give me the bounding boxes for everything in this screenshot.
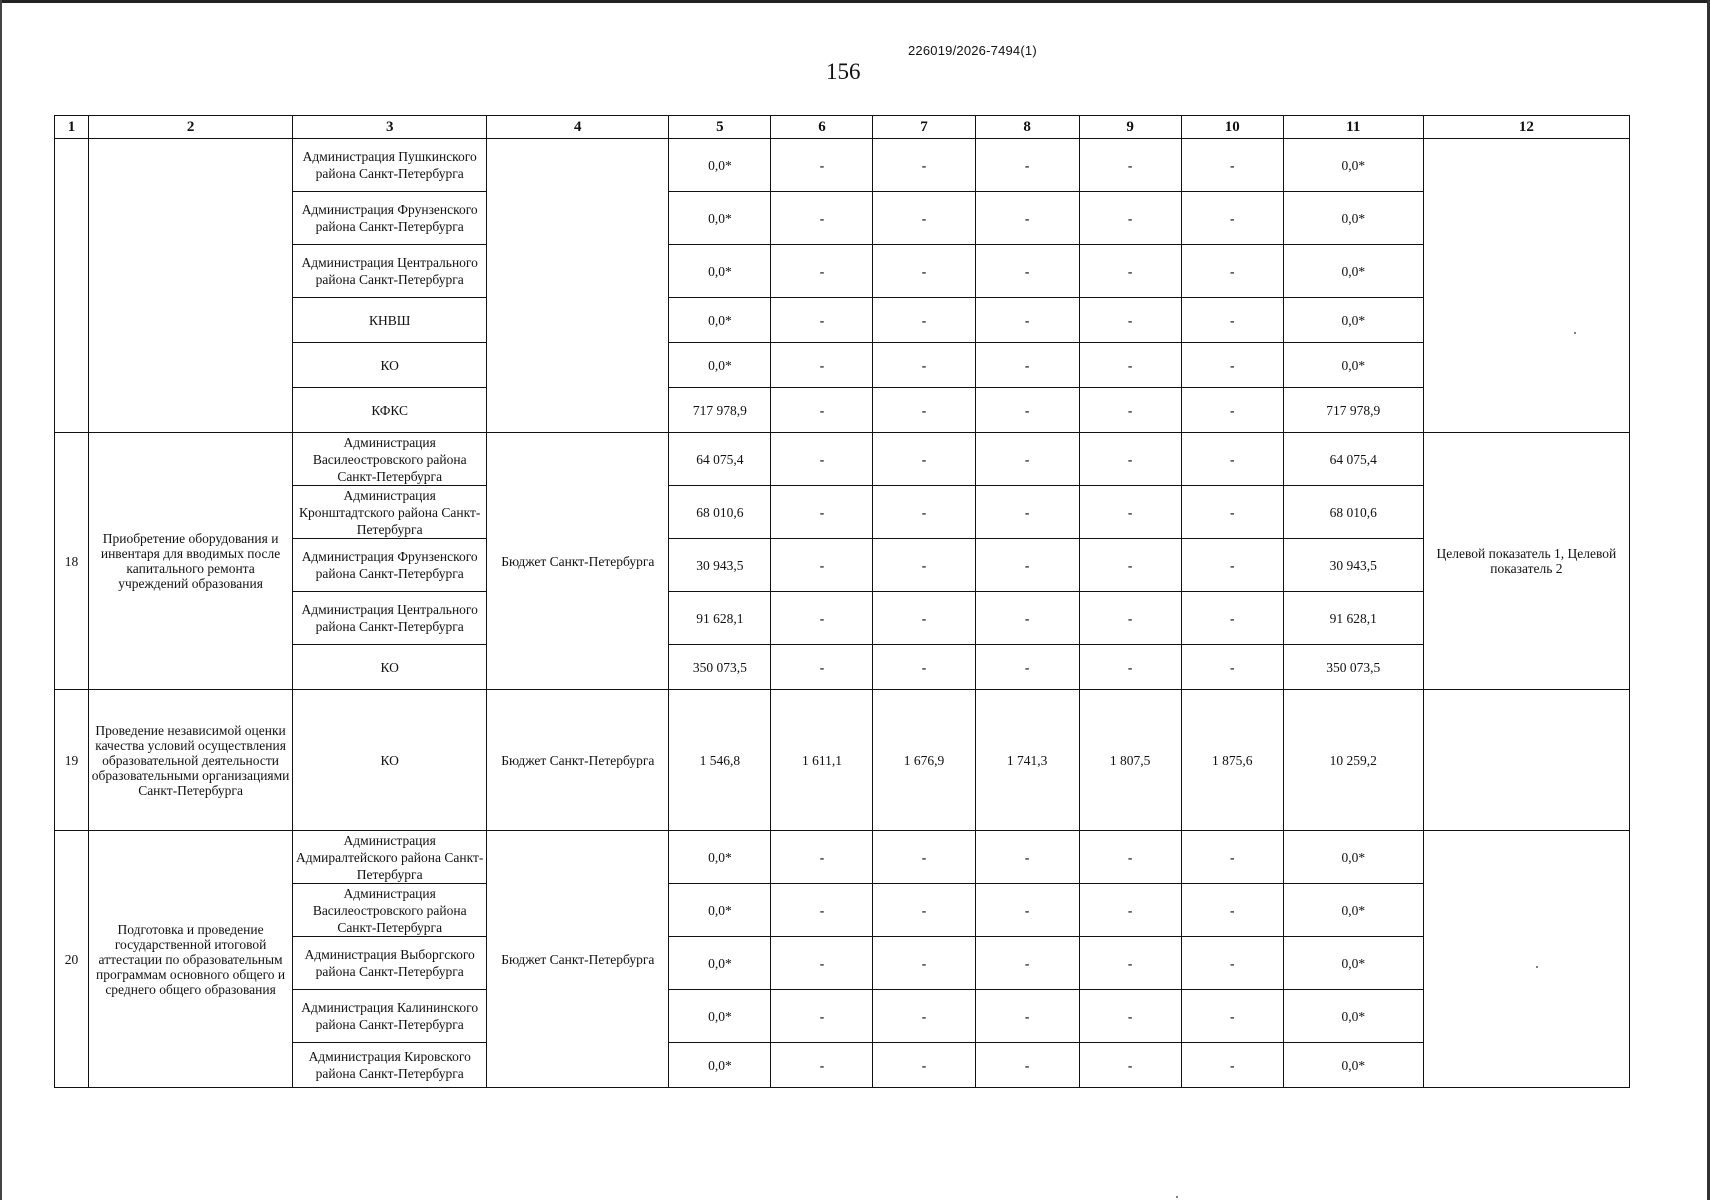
- value-cell: -: [1079, 937, 1181, 990]
- value-cell: -: [1079, 192, 1181, 245]
- value-cell: -: [975, 937, 1079, 990]
- value-cell: -: [771, 592, 873, 645]
- value-cell: -: [1181, 245, 1283, 298]
- value-cell: -: [1181, 139, 1283, 192]
- value-cell: -: [1181, 192, 1283, 245]
- value-cell: -: [1181, 645, 1283, 690]
- column-header: 1: [55, 116, 89, 139]
- value-cell: 0,0*: [1283, 884, 1423, 937]
- value-cell: -: [1181, 831, 1283, 884]
- target-indicator: [1423, 831, 1629, 1088]
- value-cell: -: [975, 884, 1079, 937]
- value-cell: -: [1181, 990, 1283, 1043]
- value-cell: -: [1181, 388, 1283, 433]
- value-cell: -: [975, 343, 1079, 388]
- value-cell: 0,0*: [669, 192, 771, 245]
- value-cell: -: [771, 139, 873, 192]
- funding-source: [487, 139, 669, 433]
- value-cell: -: [1181, 539, 1283, 592]
- value-cell: -: [873, 388, 975, 433]
- value-cell: -: [873, 139, 975, 192]
- value-cell: -: [1181, 592, 1283, 645]
- executor-cell: КО: [293, 690, 487, 831]
- target-indicator: Целевой показатель 1, Целевой показатель 2: [1423, 433, 1629, 690]
- value-cell: 0,0*: [669, 990, 771, 1043]
- measure-name: Приобретение оборудования и инвентаря для вводимых после капитального ремонта учреждений образования: [89, 433, 293, 690]
- value-cell: -: [1181, 937, 1283, 990]
- value-cell: 0,0*: [669, 139, 771, 192]
- value-cell: -: [975, 592, 1079, 645]
- value-cell: 1 546,8: [669, 690, 771, 831]
- value-cell: -: [771, 831, 873, 884]
- value-cell: -: [975, 645, 1079, 690]
- row-number: 20: [55, 831, 89, 1088]
- value-cell: 717 978,9: [669, 388, 771, 433]
- value-cell: -: [873, 486, 975, 539]
- value-cell: 0,0*: [669, 937, 771, 990]
- value-cell: -: [873, 539, 975, 592]
- measure-name: [89, 139, 293, 433]
- value-cell: -: [975, 486, 1079, 539]
- value-cell: -: [873, 245, 975, 298]
- value-cell: 1 676,9: [873, 690, 975, 831]
- value-cell: -: [873, 592, 975, 645]
- value-cell: -: [1079, 139, 1181, 192]
- column-header: 3: [293, 116, 487, 139]
- value-cell: 91 628,1: [1283, 592, 1423, 645]
- executor-cell: Администрация Адмиралтейского района Санкт-Петербурга: [293, 831, 487, 884]
- executor-cell: Администрация Василеостровского района Санкт-Петербурга: [293, 884, 487, 937]
- value-cell: -: [1181, 433, 1283, 486]
- value-cell: -: [1079, 645, 1181, 690]
- column-header: 11: [1283, 116, 1423, 139]
- value-cell: 30 943,5: [669, 539, 771, 592]
- value-cell: -: [1079, 831, 1181, 884]
- value-cell: -: [1181, 884, 1283, 937]
- funding-source: Бюджет Санкт-Петербурга: [487, 433, 669, 690]
- executor-cell: Администрация Центрального района Санкт-Петербурга: [293, 592, 487, 645]
- value-cell: -: [975, 831, 1079, 884]
- value-cell: -: [1181, 298, 1283, 343]
- value-cell: -: [1079, 486, 1181, 539]
- value-cell: -: [771, 245, 873, 298]
- value-cell: -: [771, 645, 873, 690]
- document-id: 226019/2026-7494(1): [908, 43, 1037, 58]
- value-cell: -: [873, 192, 975, 245]
- value-cell: 0,0*: [669, 884, 771, 937]
- value-cell: -: [873, 937, 975, 990]
- page-number: 156: [826, 59, 861, 84]
- target-indicator: [1423, 139, 1629, 433]
- funding-source: Бюджет Санкт-Петербурга: [487, 831, 669, 1088]
- table-body: [55, 139, 1630, 1088]
- column-header: 4: [487, 116, 669, 139]
- value-cell: 0,0*: [669, 343, 771, 388]
- row-number: [55, 139, 89, 433]
- value-cell: -: [873, 433, 975, 486]
- value-cell: -: [873, 831, 975, 884]
- value-cell: 10 259,2: [1283, 690, 1423, 831]
- value-cell: 0,0*: [669, 831, 771, 884]
- value-cell: -: [975, 1043, 1079, 1088]
- table-row: [55, 690, 1630, 831]
- column-header: 2: [89, 116, 293, 139]
- column-header: 10: [1181, 116, 1283, 139]
- value-cell: -: [873, 645, 975, 690]
- value-cell: -: [1079, 884, 1181, 937]
- value-cell: 64 075,4: [1283, 433, 1423, 486]
- value-cell: -: [1181, 486, 1283, 539]
- value-cell: -: [1079, 592, 1181, 645]
- value-cell: -: [771, 884, 873, 937]
- value-cell: -: [975, 298, 1079, 343]
- value-cell: -: [771, 1043, 873, 1088]
- value-cell: -: [1079, 539, 1181, 592]
- value-cell: -: [1079, 343, 1181, 388]
- executor-cell: Администрация Центрального района Санкт-Петербурга: [293, 245, 487, 298]
- value-cell: 0,0*: [1283, 343, 1423, 388]
- column-number-row: [55, 116, 1630, 139]
- value-cell: -: [873, 884, 975, 937]
- value-cell: 1 875,6: [1181, 690, 1283, 831]
- value-cell: -: [771, 937, 873, 990]
- value-cell: 1 741,3: [975, 690, 1079, 831]
- value-cell: 350 073,5: [669, 645, 771, 690]
- executor-cell: КО: [293, 645, 487, 690]
- column-header: 7: [873, 116, 975, 139]
- value-cell: -: [771, 343, 873, 388]
- value-cell: 717 978,9: [1283, 388, 1423, 433]
- value-cell: -: [975, 139, 1079, 192]
- value-cell: -: [975, 433, 1079, 486]
- value-cell: -: [771, 298, 873, 343]
- value-cell: 0,0*: [1283, 245, 1423, 298]
- executor-cell: Администрация Выборгского района Санкт-Петербурга: [293, 937, 487, 990]
- value-cell: 1 807,5: [1079, 690, 1181, 831]
- executor-cell: Администрация Пушкинского района Санкт-Петербурга: [293, 139, 487, 192]
- value-cell: 0,0*: [1283, 937, 1423, 990]
- table-row: [55, 831, 1630, 884]
- value-cell: -: [1079, 990, 1181, 1043]
- value-cell: 91 628,1: [669, 592, 771, 645]
- scan-border-top: [0, 0, 1710, 3]
- scan-speck: [1536, 966, 1538, 968]
- measure-name: Проведение независимой оценки качества условий осуществления образовательной деятельности образовательными организациями Санкт-Петербурга: [89, 690, 293, 831]
- value-cell: 0,0*: [1283, 831, 1423, 884]
- value-cell: -: [975, 990, 1079, 1043]
- executor-cell: Администрация Василеостровского района Санкт-Петербурга: [293, 433, 487, 486]
- column-header: 8: [975, 116, 1079, 139]
- value-cell: -: [1181, 1043, 1283, 1088]
- value-cell: 0,0*: [1283, 139, 1423, 192]
- value-cell: -: [873, 1043, 975, 1088]
- measure-name: Подготовка и проведение государственной итоговой аттестации по образовательным программам основного общего и среднего общего образования: [89, 831, 293, 1088]
- executor-cell: Администрация Фрунзенского района Санкт-Петербурга: [293, 192, 487, 245]
- value-cell: 350 073,5: [1283, 645, 1423, 690]
- value-cell: -: [771, 486, 873, 539]
- value-cell: -: [1079, 388, 1181, 433]
- value-cell: 68 010,6: [1283, 486, 1423, 539]
- funding-source: Бюджет Санкт-Петербурга: [487, 690, 669, 831]
- table-row: [55, 139, 1630, 192]
- scan-border-left: [0, 0, 2, 1200]
- budget-table: [54, 115, 1630, 1088]
- executor-cell: КО: [293, 343, 487, 388]
- value-cell: -: [771, 388, 873, 433]
- executor-cell: Администрация Кронштадтского района Санкт-Петербурга: [293, 486, 487, 539]
- row-number: 19: [55, 690, 89, 831]
- value-cell: -: [771, 433, 873, 486]
- scan-speck: [1176, 1196, 1178, 1198]
- value-cell: -: [975, 192, 1079, 245]
- value-cell: 0,0*: [1283, 298, 1423, 343]
- value-cell: -: [771, 192, 873, 245]
- value-cell: 30 943,5: [1283, 539, 1423, 592]
- executor-cell: Администрация Кировского района Санкт-Петербурга: [293, 1043, 487, 1088]
- column-header: 5: [669, 116, 771, 139]
- value-cell: -: [975, 539, 1079, 592]
- value-cell: 1 611,1: [771, 690, 873, 831]
- value-cell: -: [873, 990, 975, 1043]
- value-cell: 64 075,4: [669, 433, 771, 486]
- executor-cell: КФКС: [293, 388, 487, 433]
- value-cell: -: [975, 245, 1079, 298]
- value-cell: 0,0*: [1283, 990, 1423, 1043]
- value-cell: -: [771, 990, 873, 1043]
- value-cell: -: [1079, 298, 1181, 343]
- value-cell: -: [873, 298, 975, 343]
- column-header: 9: [1079, 116, 1181, 139]
- table-row: [55, 433, 1630, 486]
- value-cell: -: [873, 343, 975, 388]
- target-indicator: [1423, 690, 1629, 831]
- value-cell: 0,0*: [669, 1043, 771, 1088]
- value-cell: -: [1079, 433, 1181, 486]
- value-cell: -: [1181, 343, 1283, 388]
- column-header: 6: [771, 116, 873, 139]
- executor-cell: Администрация Фрунзенского района Санкт-Петербурга: [293, 539, 487, 592]
- value-cell: 0,0*: [1283, 1043, 1423, 1088]
- value-cell: 0,0*: [669, 245, 771, 298]
- value-cell: -: [1079, 1043, 1181, 1088]
- value-cell: -: [771, 539, 873, 592]
- executor-cell: КНВШ: [293, 298, 487, 343]
- value-cell: 0,0*: [1283, 192, 1423, 245]
- value-cell: 68 010,6: [669, 486, 771, 539]
- value-cell: -: [975, 388, 1079, 433]
- executor-cell: Администрация Калининского района Санкт-Петербурга: [293, 990, 487, 1043]
- value-cell: -: [1079, 245, 1181, 298]
- column-header: 12: [1423, 116, 1629, 139]
- scan-speck: [1574, 332, 1576, 334]
- value-cell: 0,0*: [669, 298, 771, 343]
- row-number: 18: [55, 433, 89, 690]
